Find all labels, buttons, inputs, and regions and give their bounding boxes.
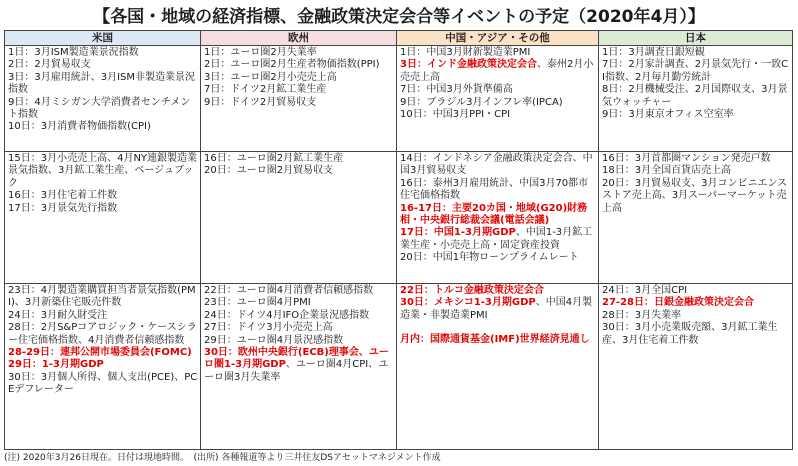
event-item	[204, 335, 394, 347]
event-item	[204, 59, 394, 71]
event-text: 24日：3月耐久財受注	[8, 309, 108, 321]
event-item	[8, 322, 198, 347]
event-item	[204, 153, 394, 165]
event-text: 9日：ドイツ2月貿易収支	[204, 96, 317, 108]
event-item	[8, 190, 198, 202]
cell-japan-early	[599, 46, 793, 152]
event-item	[602, 84, 790, 109]
cell-us-mid	[5, 152, 201, 284]
event-text-tail: 、中国1-3月鉱工業生産・小売売上高・固定資産投資	[400, 227, 593, 251]
event-text: 9日：4月ミシガン大学消費者センチメント指数	[8, 96, 191, 121]
event-text: 27日：ドイツ3月小売売上高	[204, 322, 333, 334]
event-item-highlight	[400, 59, 596, 84]
event-text: 30日：メキシコ1-3月期GDP	[400, 297, 536, 309]
event-item-highlight	[400, 297, 596, 322]
header-europe: 欧州	[201, 31, 397, 46]
event-text: 8日：2月機械受注、2月国際収支、3月景気ウォッチャー	[602, 84, 788, 108]
event-text: 30日：3月小売業販売額、3月鉱工業生産、3月住宅着工件数	[602, 322, 778, 346]
event-text: 10日：3月消費者物価指数(CPI)	[8, 121, 151, 133]
event-text: 30日：欧州中央銀行(ECB)理事会、ユーロ圏1-3月期GDP	[204, 347, 389, 371]
event-item-highlight	[400, 285, 596, 297]
table-row	[5, 284, 793, 450]
footnote: (注) 2020年3月26日現在。日付は現地時間。 (出所) 各種報道等より三井住友DSアセットマネジメント作成	[4, 453, 441, 463]
table-row	[5, 46, 793, 152]
event-text: 30日：3月個人所得、個人支出(PCE)、PCEデフレーター	[8, 371, 198, 396]
cell-europe-early	[201, 46, 397, 152]
event-text: 9日：ブラジル3月インフレ率(IPCA)	[400, 96, 563, 108]
event-item	[400, 178, 596, 203]
event-text: 月内：国際通貨基金(IMF)世界経済見通し	[400, 334, 590, 346]
cell-asia-early	[397, 46, 599, 152]
event-item	[400, 84, 596, 96]
event-item	[400, 97, 596, 109]
event-calendar-table	[4, 30, 793, 450]
event-text: 1日：3月調査日銀短観	[602, 47, 705, 58]
header-us: 米国	[5, 31, 201, 46]
event-text: 1日：ユーロ圏2月失業率	[204, 47, 317, 58]
event-text: 15日：3月小売売上高、4月NY連銀製造業景気指数、3月鉱工業生産、ベージュブック	[8, 153, 198, 189]
event-text: 29日：1-3月期GDP	[8, 359, 104, 371]
event-text: 3日：3月雇用統計、3月ISM非製造業景況指数	[8, 71, 196, 96]
event-item-highlight	[400, 203, 596, 228]
event-item	[8, 310, 198, 322]
event-item-highlight	[400, 334, 596, 346]
event-item	[8, 203, 198, 215]
event-item-highlight	[204, 347, 394, 384]
event-item	[204, 165, 394, 177]
event-text: 14日：インドネシア金融政策決定会合、中国3月貿易収支	[400, 153, 593, 177]
event-text: 24日：3月全国CPI	[602, 285, 688, 296]
event-text: 1日：中国3月財新製造業PMI	[400, 47, 531, 58]
event-item	[602, 178, 790, 215]
cell-japan-mid	[599, 152, 793, 284]
event-item	[8, 97, 198, 122]
event-text: 17日：中国1-3月期GDP	[400, 227, 516, 239]
event-text: 16日：ユーロ圏2月鉱工業生産	[204, 153, 344, 164]
event-text: 2日：ユーロ圏2月生産者物価指数(PPI)	[204, 59, 380, 71]
event-text: 16日：泰州3月雇用統計、中国3月70都市住宅価格指数	[400, 177, 589, 202]
event-item	[602, 285, 790, 297]
event-item	[602, 310, 790, 322]
header-row	[5, 31, 793, 46]
event-item-highlight	[400, 227, 596, 252]
event-text: 22日：ユーロ圏4月消費者信頼感指数	[204, 285, 374, 296]
event-text: 2日：2月貿易収支	[8, 59, 91, 71]
event-item	[602, 165, 790, 177]
event-item-highlight	[8, 359, 198, 371]
event-text: 7日：2月家計調査、2月景気先行・一致CI指数、2月毎月勤労統計	[602, 59, 789, 83]
event-item	[400, 252, 596, 264]
cell-asia-late	[397, 284, 599, 450]
event-item	[400, 153, 596, 178]
event-item	[204, 285, 394, 297]
event-text: 16日：3月首都圏マンション発売戸数	[602, 153, 771, 164]
event-item	[8, 372, 198, 397]
cell-japan-late	[599, 284, 793, 450]
event-text: 10日：中国3月PPI・CPI	[400, 109, 511, 121]
event-item	[204, 310, 394, 322]
cell-us-early	[5, 46, 201, 152]
event-text: 28日：2月S&Pコアロジック・ケースシラー住宅価格指数、4月消費者信頼感指数	[8, 322, 197, 346]
event-item	[204, 322, 394, 334]
event-item-highlight	[602, 297, 790, 309]
event-text: 16-17日：主要20カ国・地域(G20)財務相・中央銀行総裁会議(電話会議)	[400, 202, 588, 227]
event-text: 9日：3月東京オフィス空室率	[602, 109, 734, 121]
event-item	[204, 47, 394, 59]
event-item	[8, 153, 198, 190]
event-text: 3日：ユーロ圏2月小売売上高	[204, 71, 337, 83]
event-text: 28日：3月失業率	[602, 309, 682, 321]
event-item	[602, 59, 790, 84]
event-text: 23日：ユーロ圏4月PMI	[204, 297, 311, 309]
cell-europe-late	[201, 284, 397, 450]
event-item	[602, 153, 790, 165]
event-item-highlight	[8, 347, 198, 359]
event-text: 3日：インド金融政策決定会合	[400, 59, 537, 71]
event-text: 20日：中国1年物ローンプライムレート	[400, 252, 579, 264]
event-item	[204, 97, 394, 109]
event-text-tail: 、泰州2月小売売上高	[400, 59, 594, 83]
event-text: 22日：トルコ金融政策決定会合	[400, 285, 544, 296]
event-text: 23日：4月製造業購買担当者景気指数(PMI)、3月新築住宅販売件数	[8, 285, 196, 309]
cell-asia-mid	[397, 152, 599, 284]
event-text: 20日：3月貿易収支、3月コンビニエンスストア売上高、3月スーパーマーケット売上高	[602, 177, 788, 214]
event-text: 18日：3月全国百貨店売上高	[602, 165, 732, 177]
event-item	[8, 72, 198, 97]
page-title: 【各国・地域の経済指標、金融政策決定会合等イベントの予定（2020年4月）】	[93, 7, 705, 27]
header-china-asia-other: 中国・アジア・その他	[397, 31, 599, 46]
event-text: 7日：中国3月外貨準備高	[400, 84, 513, 96]
event-text: 27-28日：日銀金融政策決定会合	[602, 297, 754, 309]
event-item	[204, 84, 394, 96]
cell-us-late	[5, 284, 201, 450]
event-item	[602, 109, 790, 121]
header-japan: 日本	[599, 31, 793, 46]
event-text: 24日：ドイツ4月IFO企業景況感指数	[204, 309, 370, 321]
event-text-tail: 、ユーロ圏4月CPI、ユーロ圏3月失業率	[204, 359, 389, 383]
event-text: 1日：3月ISM製造業景況指数	[8, 47, 139, 58]
event-item	[400, 47, 596, 59]
event-item	[8, 59, 198, 71]
event-item	[400, 109, 596, 121]
event-text: 29日：ユーロ圏4月景況感指数	[204, 334, 344, 346]
event-text: 16日：3月住宅着工件数	[8, 190, 118, 202]
event-text: 7日：ドイツ2月鉱工業生産	[204, 84, 327, 96]
event-item	[8, 285, 198, 310]
event-text: 17日：3月景気先行指数	[8, 202, 118, 214]
event-item	[204, 72, 394, 84]
event-text: 20日：ユーロ圏2月貿易収支	[204, 165, 334, 177]
event-item	[8, 121, 198, 133]
event-item	[8, 47, 198, 59]
event-item	[602, 47, 790, 59]
event-text-tail: 、中国4月製造業・非製造業PMI	[400, 297, 593, 321]
event-item	[602, 322, 790, 347]
cell-europe-mid	[201, 152, 397, 284]
event-item	[204, 297, 394, 309]
event-text: 28-29日：連邦公開市場委員会(FOMC)	[8, 347, 192, 359]
table-row	[5, 152, 793, 284]
